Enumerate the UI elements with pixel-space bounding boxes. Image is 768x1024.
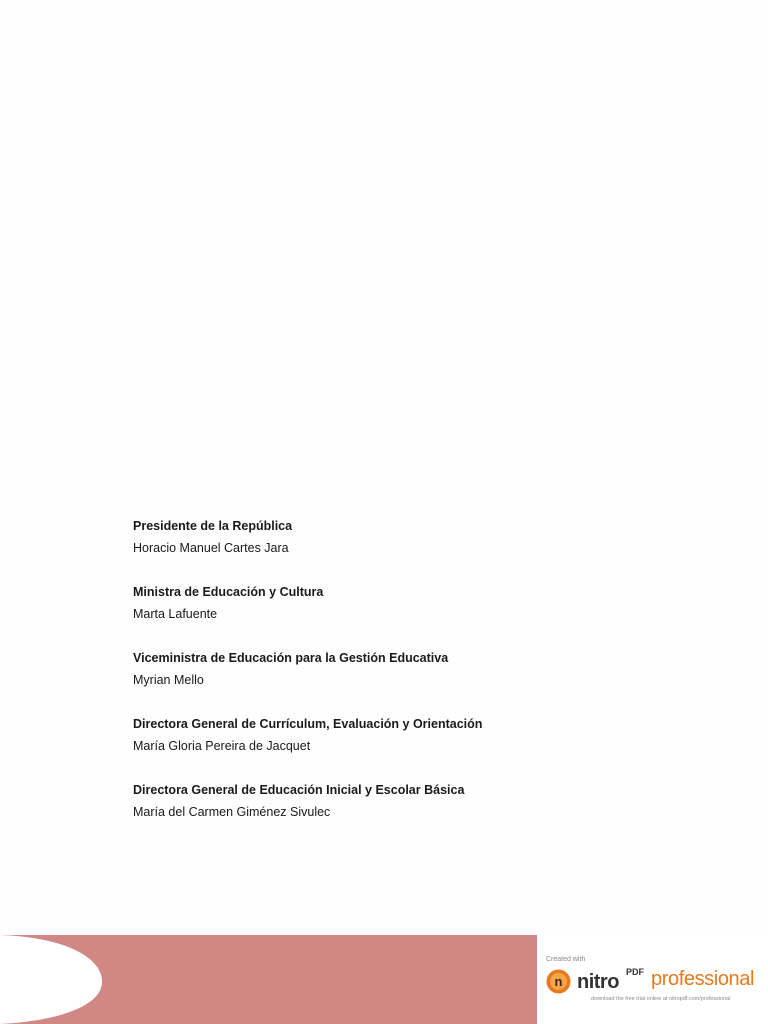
credit-entry: [133, 648, 693, 692]
watermark-brand: nitro: [577, 971, 619, 993]
nitro-watermark: [537, 935, 768, 1024]
watermark-brand-sup: PDF: [626, 967, 644, 977]
credit-entry: [133, 714, 693, 758]
credit-role: Presidente de la República: [133, 519, 293, 533]
credit-person: Myrian Mello: [133, 673, 204, 687]
nitro-logo-letter: n: [554, 974, 563, 989]
credit-role: Directora General de Currículum, Evaluación y Orientación: [133, 717, 483, 731]
credit-person: María del Carmen Giménez Sivulec: [133, 805, 331, 819]
watermark-product: professional: [651, 968, 755, 990]
credit-role: Viceministra de Educación para la Gestión Educativa: [133, 651, 449, 665]
credit-person: Marta Lafuente: [133, 607, 218, 621]
credit-role: Directora General de Educación Inicial y Escolar Básica: [133, 783, 465, 797]
footer-band: [0, 935, 537, 1024]
credit-entry: [133, 582, 693, 626]
credit-entry: [133, 780, 693, 824]
credit-person: María Gloria Pereira de Jacquet: [133, 739, 311, 753]
credit-entry: [133, 516, 693, 560]
credit-person: Horacio Manuel Cartes Jara: [133, 541, 289, 555]
credit-role: Ministra de Educación y Cultura: [133, 585, 324, 599]
footer-curve-shape: [0, 935, 537, 1024]
nitro-logo-icon: [546, 969, 571, 994]
watermark-created-with: Created with: [546, 956, 586, 963]
watermark-tagline: download the free trial online at nitropdf.com/professional: [591, 996, 731, 1002]
credits-list: [133, 516, 693, 846]
